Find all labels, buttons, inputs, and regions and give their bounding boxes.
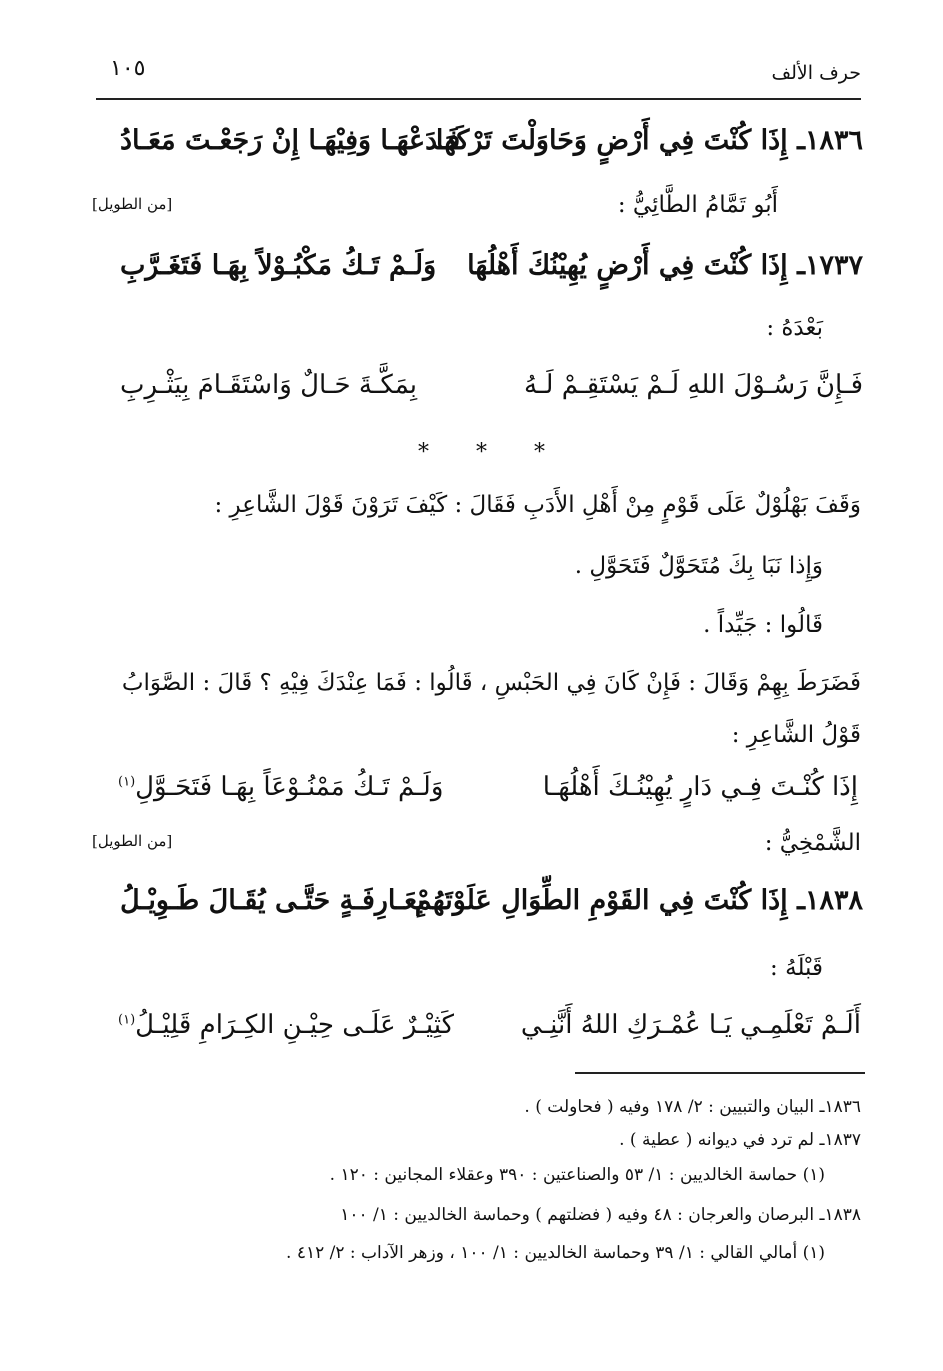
section-separator: * * * [418, 440, 565, 465]
anecdote-line-4: فَضَرَطَ بِهِمْ وَقَالَ : فَإِنْ كَانَ فِي الحَبْسِ ، قَالُوا : فَمَا عِنْدَكَ فِيْهِ ؟ قَالَ : الصَّوَابُ [121, 670, 861, 696]
header-rule [96, 98, 861, 100]
verse-before-1838-second-hemistich [118, 1010, 454, 1040]
footnote-1836: ١٨٣٦ـ البيان والتبيين : ٢/ ١٧٨ وفيه ( فحاولت ) . [524, 1097, 861, 1117]
anecdote-verse-second-hemistich [118, 772, 443, 802]
verse-1838-second-hemistich: بِعَـارِفَـةٍ حَتَّـى يُقَـالَ طَـوِيْـلُ [120, 885, 425, 916]
footnote-1837-note-1: (١) حماسة الخالديين : ١/ ٥٣ والصناعتين : ٣٩٠ وعقلاء المجانين : ١٢٠ . [329, 1165, 825, 1185]
anecdote-line-5: قَوْلُ الشَّاعِرِ : [731, 722, 861, 748]
verse-after-1837-second-hemistich: بِمَكَّـةَ حَـالٌ وَاسْتَقَـامَ بِيَثْـرِبِ [120, 370, 418, 400]
anecdote-line-1: وَقَفَ بَهْلُوْلٌ عَلَى قَوْمٍ مِنْ أَهْلِ الأَدَبِ فَقَالَ : كَيْفَ تَرَوْنَ قَوْلَ الشَّاعِرِ : [214, 492, 861, 518]
verse-before-1838-second-hemistich-text: كَثِيْـرٌ عَلَـى حِيْـنِ الكِـرَامِ قَلِيْـلُ [135, 1010, 454, 1040]
verse-before-1838-first-hemistich: أَلَـمْ تَعْلَمِـي يَـا عُمْـرَكِ اللهُ أَنَّنِـي [520, 1010, 861, 1040]
meter-label-1837: [من الطويل] [92, 195, 173, 213]
page-number: ١٠٥ [110, 56, 146, 81]
footnote-rule [575, 1072, 865, 1074]
verse-1837-first-hemistich: ١٧٣٧ـ إِذَا كُنْتَ فِي أَرْضٍ يُهِيْنُكَ أَهْلُهَا [467, 250, 863, 281]
footnote-1838-note-1: (١) أمالي القالي : ١/ ٣٩ وحماسة الخالديين : ١/ ١٠٠ ، وزهر الآداب : ٢/ ٤١٢ . [286, 1243, 825, 1263]
running-header: حرف الألف [771, 62, 861, 84]
anecdote-verse-second-hemistich-text: وَلَـمْ تَـكُ مَمْنُـوْعَاً بِهَـا فَتَحَـوَّلِ [135, 772, 444, 802]
verse-1836-second-hemistich: فَـدَعْهَـا وَفِيْهَـا إِنْ رَجَعْـتَ مَعَـادُ [120, 125, 461, 156]
anecdote-line-2: وَإِذا نَبَا بِكَ مُتَحَوَّلٌ فَتَحَوَّلِ . [574, 553, 823, 579]
label-before: قَبْلَهُ : [770, 955, 823, 981]
verse-1838-first-hemistich: ١٨٣٨ـ إِذَا كُنْتَ فِي القَوْمِ الطِّوَالِ عَلَوْتَهُمْ [414, 885, 863, 916]
footnote-marker: (١) [118, 1012, 136, 1028]
verse-after-1837-first-hemistich: فَـإِنَّ رَسُـوْلَ اللهِ لَـمْ يَسْتَقِـمْ لَـهُ [523, 370, 863, 400]
meter-label-1838: [من الطويل] [92, 832, 173, 850]
poet-name-abu-tammam: أَبُو تَمَّامُ الطَّائِيُّ : [617, 192, 778, 218]
footnote-marker: (١) [118, 774, 136, 790]
verse-1836-first-hemistich: ١٨٣٦ـ إِذَا كُنْتَ فِي أَرْضٍ وَحَاوَلْتَ تَرْكَهَا [435, 125, 863, 156]
poet-name-shamkhi: الشَّمْخِيُّ : [764, 830, 861, 856]
footnote-1837: ١٨٣٧ـ لم ترد في ديوانه ( عطية ) . [619, 1130, 861, 1150]
anecdote-line-3: قَالُوا : جَيِّداً . [703, 612, 823, 638]
footnote-1838: ١٨٣٨ـ البرصان والعرجان : ٤٨ وفيه ( فضلتهم ) وحماسة الخالديين : ١/ ١٠٠ [340, 1205, 861, 1225]
label-after: بَعْدَهُ : [766, 315, 823, 341]
verse-1837-second-hemistich: وَلَـمْ تَـكُ مَكْبُـوْلاً بِهَـا فَتَغَـرَّبِ [120, 250, 437, 281]
anecdote-verse-first-hemistich: إِذَا كُنْـتَ فِـي دَارٍ يُهِيْنُـكَ أَهْلُهَـا [542, 772, 858, 802]
